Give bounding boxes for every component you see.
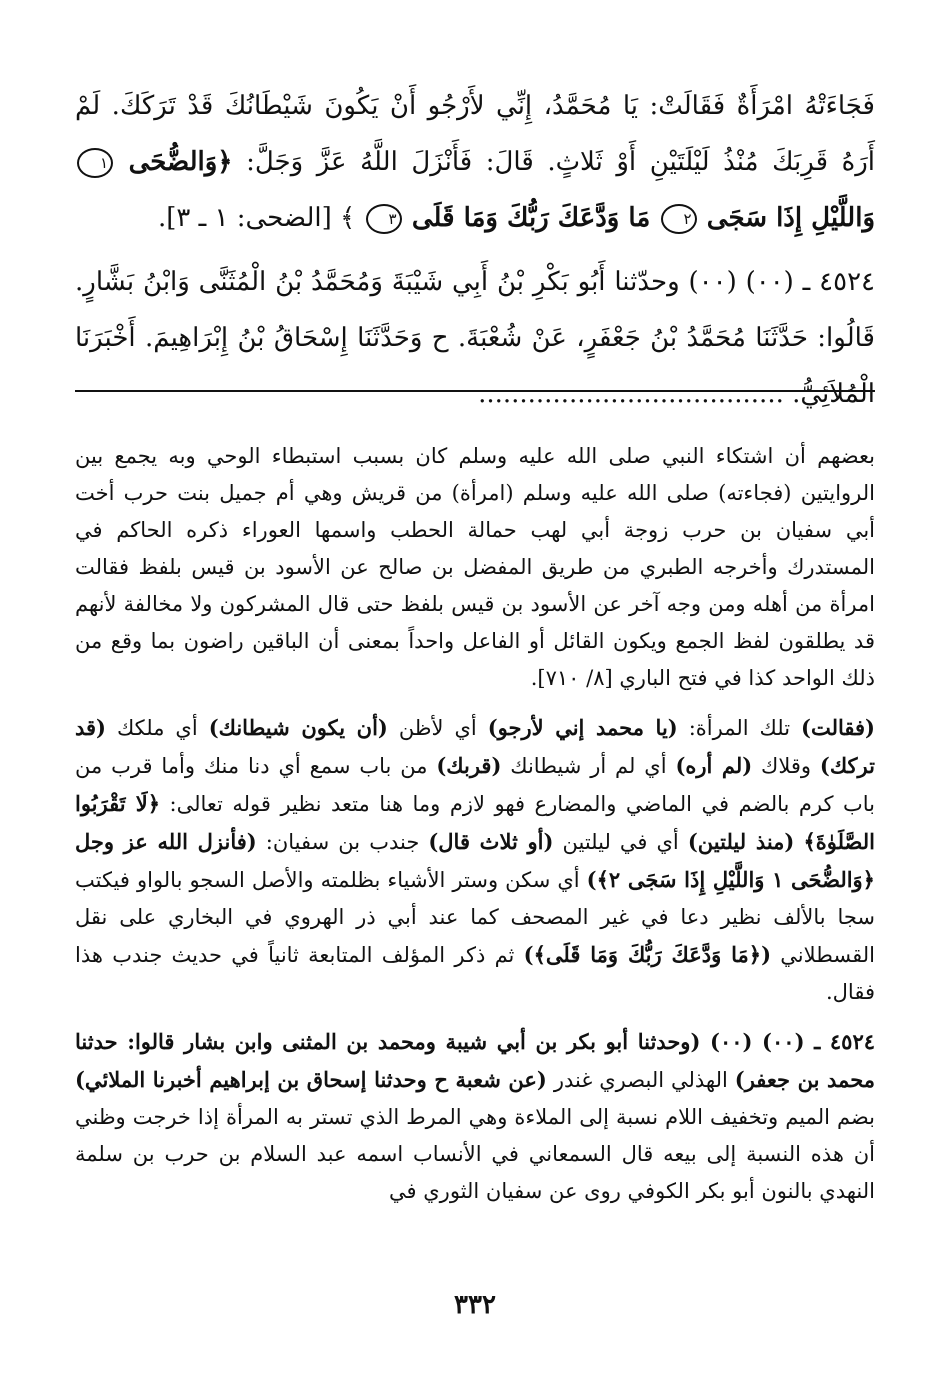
commentary-text: بضم الميم وتخفيف اللام نسبة إلى الملاءة وهي المرط الذي تستر به المرأة إذا خرجت وظني أن هذه النسبة إلى بيعه قال السمعاني في الأنساب اسمه عبد السلام بن حرب بن سلمة النهدي بالنون أبو بكر الكوفي روى عن سفيان الثوري في [75, 1105, 875, 1203]
commentary-bold: ٤٥٢٤ ـ (٠٠) (٠٠) (وحدثنا أبو بكر بن أبي شيبة ومحمد بن المثنى وابن بشار قالوا: حدثنا محمد بن جعفر) [75, 1029, 876, 1092]
commentary-text: أي ملكك [106, 716, 209, 740]
ellipsis-dots: ..................................... [478, 379, 784, 409]
page-number: ٣٣٢ [454, 1290, 496, 1320]
commentary-bold: (لم أره) [675, 753, 753, 778]
hadith-paragraph-2 [75, 254, 875, 422]
ayah-number-marker-icon: ٣ [366, 204, 402, 234]
commentary-bold: (قربك) [436, 753, 502, 778]
commentary-text: وقلاك [752, 754, 820, 778]
commentary-paragraph-3 [75, 1023, 875, 1210]
commentary-text: من باب سمع أي دنا منك وأما قرب من باب كرم بالضم في الماضي والمضارع فهو لازم وما هنا متعد نظير قوله تعالى: [75, 754, 875, 816]
commentary-paragraph-1: بعضهم أن اشتكاء النبي صلى الله عليه وسلم كان بسبب استبطاء الوحي وبه يجمع بين الروايتين (فجاءته) صلى الله عليه وسلم (امرأة) من قريش وهي أم جميل بنت حرب أخت أبي سفيان بن حرب زوجة أبي لهب حمالة الحطب واسمها العوراء ذكره الحاكم في المستدرك وأخرجه الطبري من طريق المفضل بن صالح عن الأسود بن قيس بلفظ فقالت امرأة من أهله ومن وجه آخر عن الأسود بن قيس بلفظ حتى قال المشركون ولا مخالفة لأنهم قد يطلقون لفظ الجمع ويكون القائل أو الفاعل واحداً بمعنى أن الباقين راضون بما وقع من ذلك الواحد كذا في فتح الباري [٨/ ٧١٠]. [75, 444, 875, 690]
commentary-text: الهذلي البصري غندر [546, 1068, 735, 1092]
commentary-bold: (﴿مَا وَدَّعَكَ رَبُّكَ وَمَا قَلَى﴾) [523, 942, 772, 967]
commentary-bold: (عن شعبة ح وحدثنا إسحاق بن إبراهيم أخبرنا الملائي) [75, 1067, 547, 1092]
footnote-separator [75, 390, 875, 392]
quran-verse-2: وَاللَّيْلِ إِذَا سَجَى [706, 203, 875, 233]
commentary-bold: (قد تركك) [75, 715, 875, 778]
commentary-paragraph-2 [75, 709, 875, 1011]
commentary-text: أي سكن وستر الأشياء بظلمته والأصل السجو بالواو فيكتب سجا بالألف نظير دعا في غير المصحف كما عند أبي ذر الهروي في البخاري على نقل القسطلاني [75, 868, 875, 967]
commentary-text: تلك المرأة: [677, 716, 802, 740]
commentary-bold: (يا محمد إني لأرجو) [487, 715, 678, 740]
commentary-bold: (أو ثلاث قال) [428, 829, 554, 854]
hadith-narration: فَجَاءَتْهُ امْرَأَةٌ فَقَالَتْ: يَا مُحَمَّدُ، إِنِّي لأَرْجُو أَنْ يَكُونَ شَيْطَانُكَ قَدْ تَرَكَكَ. لَمْ أَرَهُ قَرِبَكَ مُنْذُ لَيْلَتَيْنِ أَوْ ثَلاثٍ. قَالَ: فَأَنْزَلَ اللَّهُ عَزَّ وَجَلَّ: [75, 91, 875, 177]
surah-reference: ﴾ [الضحى: ١ ـ ٣]. [157, 203, 356, 233]
commentary-bold: ﴿لَا تَقْرَبُوا الصَّلَوٰةَ﴾ [75, 791, 875, 854]
commentary-bold: (فقالت) [801, 715, 875, 740]
quran-verse-3: مَا وَدَّعَكَ رَبُّكَ وَمَا قَلَى [411, 203, 651, 233]
commentary-bold: (منذ ليلتين) [687, 829, 795, 854]
commentary-text: أي في ليلتين [553, 830, 688, 854]
commentary-text: ثم ذكر المؤلف المتابعة ثانياً في حديث جندب هذا فقال. [75, 943, 875, 1004]
commentary-bold: (أن يكون شيطانك) [208, 715, 388, 740]
hadith-text [75, 78, 875, 422]
commentary-text: جندب بن سفيان: [256, 830, 429, 854]
commentary-section [75, 438, 875, 1222]
hadith-chain: ٤٥٢٤ ـ (٠٠) (٠٠) وحدّثنا أَبُو بَكْرِ بْنُ أَبِي شَيْبَةَ وَمُحَمَّدُ بْنُ الْمُثَنَّى وَابْنُ بَشَّارٍ. قَالُوا: حَدَّثَنَا مُحَمَّدُ بْنُ جَعْفَرٍ، عَنْ شُعْبَةَ. ح وَحَدَّثَنَا إِسْحَاقُ بْنُ إِبْرَاهِيمَ. أَخْبَرَنَا الْمُلاَئِيُّ. [75, 267, 875, 409]
commentary-text: أي لم أر شيطانك [501, 754, 676, 778]
book-page [75, 78, 875, 1368]
ayah-number-marker-icon: ١ [77, 148, 113, 178]
commentary-bold: (فأنزل الله عز وجل ﴿وَالضُّحَى ١ وَاللَّيْلِ إِذَا سَجَى ٢﴾) [75, 829, 875, 892]
commentary-text: أي لأظن [387, 716, 488, 740]
ayah-number-marker-icon: ٢ [661, 204, 697, 234]
quran-verse-1: ﴿وَالضُّحَى [128, 147, 233, 177]
hadith-paragraph-1 [75, 78, 875, 246]
